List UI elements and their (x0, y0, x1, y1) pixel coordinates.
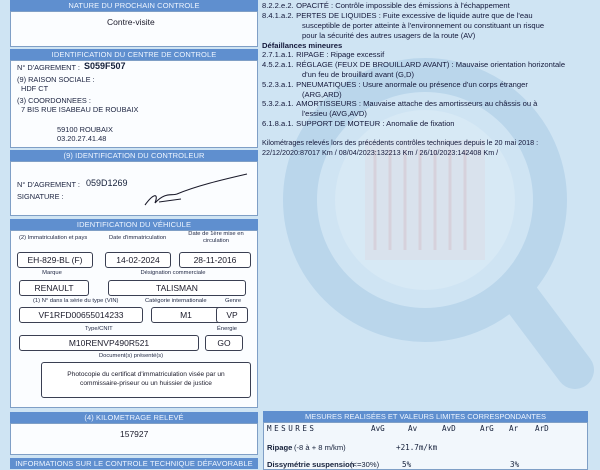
centre-agrement-value: S059F507 (84, 61, 126, 71)
defect-text: OPACITÉ : Contrôle impossible des émissions à l'échappement (296, 1, 510, 10)
measures-box (263, 422, 588, 470)
defect-code: 5.3.2.a.1. (262, 99, 294, 108)
centre-raison-value: HDF CT (21, 84, 49, 93)
centre-box (10, 60, 258, 148)
vehicule-box (10, 230, 258, 408)
defect-ripage (262, 50, 384, 60)
col-avd: AvD (442, 424, 456, 433)
defect-amortisseurs (262, 99, 537, 109)
kilometrage-header: (4) KILOMETRAGE RELEVÉ (10, 412, 258, 423)
defect-text: RÉGLAGE (FEUX DE BROUILLARD AVANT) : Mauvaise orientation horizontale (296, 60, 566, 69)
documents-label: Document(s) présenté(s) (99, 353, 164, 359)
documents-line2: commissaire-priseur ou un huissier de justice (80, 380, 212, 387)
defect-text: PERTES DE LIQUIDES : Fuite excessive de liquide autre que de l'eau (296, 11, 533, 20)
defect-reglage (262, 60, 565, 70)
ripage-label: Ripage (267, 443, 293, 452)
defect-text: PNEUMATIQUES : Usure anormale ou présence d'un corps étranger (296, 80, 528, 89)
col-ard: ArD (535, 424, 549, 433)
minor-defects-title: Défaillances mineures (262, 41, 343, 50)
defect-liquides (262, 11, 533, 21)
documents-box (41, 362, 251, 398)
defect-code: 6.1.8.a.1. (262, 119, 294, 128)
next-visit-box (10, 11, 258, 47)
next-visit-value: Contre-visite (107, 17, 155, 27)
controleur-header: (9) IDENTIFICATION DU CONTROLEUR (10, 150, 258, 161)
defect-code: 2.7.1.a.1. (262, 50, 294, 59)
col-av: Av (408, 424, 418, 433)
ripage-limit: (-8 à + 8 m/km) (294, 443, 346, 452)
defect-text: AMORTISSEURS : Mauvaise attache des amortisseurs au châssis ou à (296, 99, 538, 108)
immat-field: EH-829-BL (F) (17, 252, 93, 268)
centre-address-line1: 7 BIS RUE ISABEAU DE ROUBAIX (21, 105, 139, 114)
defect-liquides-cont1: susceptible de porter atteinte à l'environnement ou constituant un risque (302, 21, 545, 30)
designation-label: Désignation commerciale (140, 270, 206, 276)
centre-address-line2: 59100 ROUBAIX (57, 125, 113, 134)
vin-field: VF1RFD00655014233 (19, 307, 143, 323)
defect-reglage-cont: d'un feu de brouillard avant (G,D) (302, 70, 415, 79)
documents-line1: Photocopie du certificat d'immatriculation visée par un (67, 371, 225, 378)
vin-label: (1) N° dans la série du type (VIN) (33, 298, 119, 304)
centre-coord-label: (3) COORDONNEES : (17, 96, 91, 105)
signature-label: SIGNATURE : (17, 192, 64, 201)
col-arg: ArG (480, 424, 494, 433)
vehicule-header: IDENTIFICATION DU VÉHICULE (10, 219, 258, 230)
defect-pneumatiques (262, 80, 528, 90)
dissym-limit: (<=30%) (350, 460, 380, 469)
first-circ-label-2: circulation (202, 238, 230, 244)
centre-raison-label: (9) RAISON SOCIALE : (17, 75, 95, 84)
defect-amortisseurs-cont: l'essieu (AVG,AVD) (302, 109, 367, 118)
kilometrage-box (10, 423, 258, 455)
col-avg: AvG (371, 424, 385, 433)
defect-pneumatiques-cont: (ARG,ARD) (302, 90, 342, 99)
defect-opacite (262, 1, 510, 11)
kilometrage-value: 157927 (120, 429, 149, 439)
marque-label: Marque (42, 270, 62, 276)
energie-field: GO (205, 335, 243, 351)
type-field: M10RENVP490R521 (19, 335, 199, 351)
categorie-field: M1 (151, 307, 221, 323)
controleur-box (10, 161, 258, 216)
defect-code: 8.2.2.e.2. (262, 1, 294, 10)
dissym-ar: 3% (510, 460, 520, 469)
km-history-line1: Kilométrages relevés lors des précédents contrôles techniques depuis le 20 mai 2018 : (262, 138, 539, 147)
genre-label: Genre (225, 298, 242, 304)
first-circ-label-1: Date de 1ère mise en (188, 231, 244, 237)
ripage-value: +21.7m/km (396, 443, 438, 452)
signature-icon (141, 172, 251, 208)
genre-field: VP (216, 307, 248, 323)
measures-header: MESURES REALISÉES ET VALEURS LIMITES CORRESPONDANTES (263, 411, 588, 422)
date-immat-field: 14-02-2024 (105, 252, 171, 268)
defavorable-info-header: INFORMATIONS SUR LE CONTROLE TECHNIQUE DÉFAVORABLE (10, 458, 258, 469)
controleur-agrement-value: 059D1269 (86, 178, 128, 188)
defect-code: 4.5.2.a.1. (262, 60, 294, 69)
defect-liquides-cont2: pour la sécurité des autres usagers de la route (AV) (302, 31, 476, 40)
designation-field: TALISMAN (108, 280, 246, 296)
defect-text: RIPAGE : Ripage excessif (296, 50, 385, 59)
km-history-line2: 22/12/2020:87017 Km / 08/04/2023:132213 Km / 26/10/2023:142408 Km / (262, 148, 499, 157)
type-label: Type/CNIT (85, 326, 113, 332)
first-circ-field: 28-11-2016 (179, 252, 251, 268)
next-visit-header: NATURE DU PROCHAIN CONTROLE (10, 0, 258, 11)
defect-code: 5.2.3.a.1. (262, 80, 294, 89)
measures-title: MESURES (267, 424, 317, 433)
centre-header: IDENTIFICATION DU CENTRE DE CONTROLE (10, 49, 258, 60)
date-immat-label: Date d'immatriculation (109, 235, 167, 241)
energie-label: Énergie (217, 326, 237, 332)
dissym-label: Dissymétrie suspension (267, 460, 355, 469)
controleur-agrement-label: N° D'AGREMENT : (17, 180, 80, 189)
defect-text: SUPPORT DE MOTEUR : Anomalie de fixation (296, 119, 455, 128)
categorie-label: Catégorie internationale (145, 298, 207, 304)
dissym-av: 5% (402, 460, 412, 469)
defect-code: 8.4.1.a.2. (262, 11, 294, 20)
centre-agrement-label: N° D'AGREMENT : (17, 63, 80, 72)
col-ar: Ar (509, 424, 519, 433)
defect-support-moteur (262, 119, 455, 129)
marque-field: RENAULT (19, 280, 89, 296)
immat-label: (2) Immatriculation et pays (19, 235, 88, 241)
centre-phone: 03.20.27.41.48 (57, 134, 107, 143)
